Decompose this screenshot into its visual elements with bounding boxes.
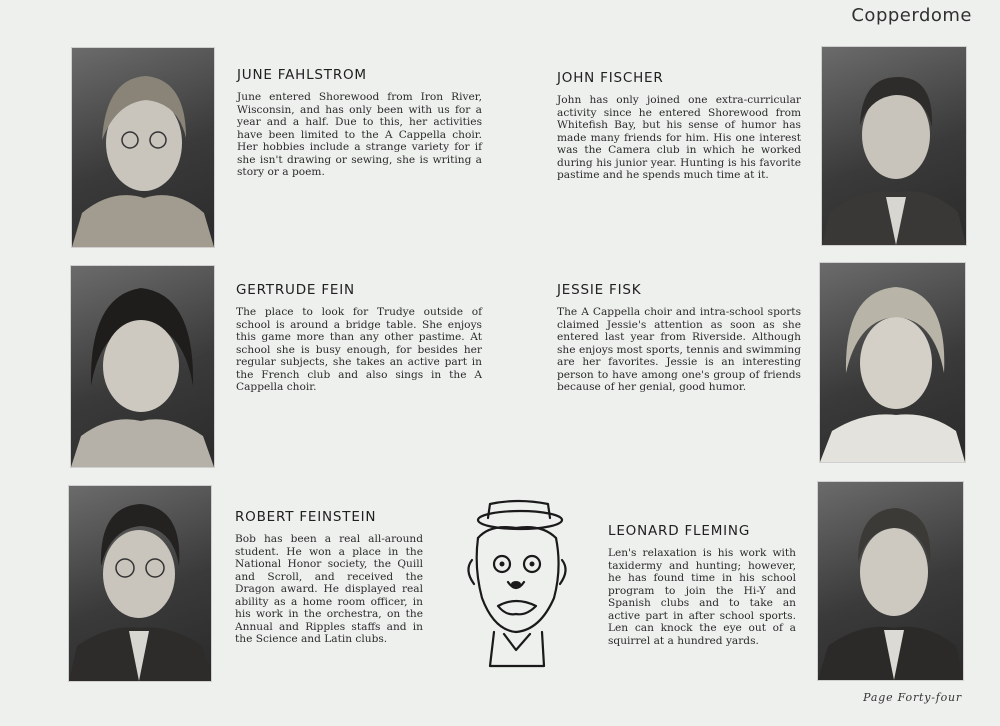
bio-leonard-fleming xyxy=(608,523,796,647)
yearbook-title: Copperdome xyxy=(851,5,972,26)
student-name: JOHN FISCHER xyxy=(557,70,664,86)
student-name: JUNE FAHLSTROM xyxy=(237,67,367,83)
portrait-photo-john-fischer xyxy=(821,46,967,246)
student-name: ROBERT FEINSTEIN xyxy=(235,509,377,525)
bio-robert-feinstein xyxy=(235,509,423,646)
portrait-photo-june-fahlstrom xyxy=(71,47,215,248)
student-bio: The A Cappella choir and intra-school sports claimed Jessie's attention as soon as she entered last year from Riverside. Although she enjoys most sports, tennis and swimming are her favorites. Jessie is an interesting person to have among one's group of friends because of her genial, good humor. xyxy=(557,306,801,393)
cartoon-caricature-icon xyxy=(460,498,572,674)
student-bio: June entered Shorewood from Iron River, Wisconsin, and has only been with us for a year and a half. Due to this, her activities have been limited to the A Cappella choir. Her hobbies include a strange variety for if she isn't drawing or sewing, she is writing a story or a poem. xyxy=(237,91,482,178)
bio-june-fahlstrom xyxy=(237,67,482,179)
portrait-figure-icon xyxy=(818,482,963,680)
bio-john-fischer xyxy=(557,70,801,182)
portrait-figure-icon xyxy=(69,486,211,681)
student-name: GERTRUDE FEIN xyxy=(236,282,355,298)
portrait-photo-robert-feinstein xyxy=(68,485,212,682)
portrait-figure-icon xyxy=(71,266,214,467)
page-number: Page Forty-four xyxy=(863,691,962,704)
student-bio: Bob has been a real all-around student. He won a place in the National Honor society, the Quill and Scroll, and received the Dragon award. He displayed real ability as a home room officer, in his work in the orchestra, on the Annual and Ripples staffs and in the Science and Latin clubs. xyxy=(235,533,423,645)
student-name: JESSIE FISK xyxy=(557,282,642,298)
portrait-photo-gertrude-fein xyxy=(70,265,215,468)
bio-jessie-fisk xyxy=(557,282,801,394)
student-bio: John has only joined one extra-curricular activity since he entered Shorewood from Whitefish Bay, but his sense of humor has made many friends for him. His one interest was the Camera club in which he worked during his junior year. Hunting is his favorite pastime and he spends much time at it. xyxy=(557,94,801,181)
portrait-figure-icon xyxy=(822,47,966,245)
portrait-figure-icon xyxy=(72,48,214,247)
portrait-photo-jessie-fisk xyxy=(819,262,966,463)
student-bio: Len's relaxation is his work with taxidermy and hunting; however, he has found time in his school program to join the Hi-Y and Spanish clubs and to take an active part in after school sports. Len can knock the eye out of a squirrel at a hundred yards. xyxy=(608,547,796,647)
portrait-photo-leonard-fleming xyxy=(817,481,964,681)
student-bio: The place to look for Trudye outside of school is around a bridge table. She enjoys this game more than any other pastime. At school she is busy enough, for besides her regular subjects, she takes an active part in the French club and also sings in the A Cappella choir. xyxy=(236,306,482,393)
bio-gertrude-fein xyxy=(236,282,482,394)
student-name: LEONARD FLEMING xyxy=(608,523,751,539)
portrait-figure-icon xyxy=(820,263,965,462)
